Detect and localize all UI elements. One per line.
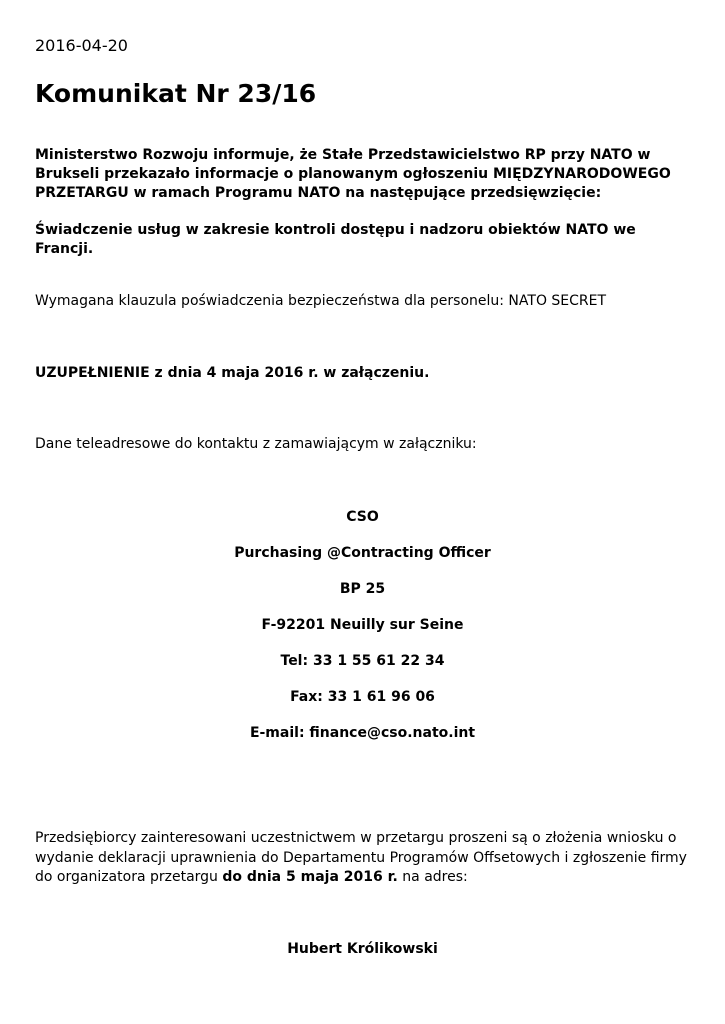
contact-block (0, 508, 725, 760)
contact-box: BP 25 (339, 581, 386, 597)
contact-tel: Tel: 33 1 55 61 22 34 (280, 653, 445, 669)
signature: Hubert Królikowski (287, 941, 438, 957)
closing-deadline: do dnia 5 maja 2016 r. (222, 869, 398, 885)
contact-email: E-mail: finance@cso.nato.int (249, 725, 476, 741)
contact-officer: Purchasing @Contracting Officer (234, 545, 491, 561)
intro-paragraph: Ministerstwo Rozwoju informuje, że Stałe Przedstawicielstwo RP przy NATO w Brukseli przekazało informacje o planowanym ogłoszeniu MIĘDZYNARODOWEGO PRZETARGU w ramach Programu NATO na następujące przedsięwzięcie: (35, 147, 671, 201)
clearance-paragraph: Wymagana klauzula poświadczenia bezpieczeństwa dla personelu: NATO SECRET (35, 293, 607, 309)
contact-org: CSO (346, 509, 379, 525)
closing-suffix: na adres: (397, 869, 468, 885)
closing-paragraph (35, 829, 695, 888)
supplement-link[interactable]: UZUPEŁNIENIE z dnia 4 maja 2016 r. w załączeniu. (35, 365, 430, 381)
contact-intro-paragraph: Dane teleadresowe do kontaktu z zamawiającym w załączniku: (35, 436, 477, 452)
service-paragraph: Świadczenie usług w zakresie kontroli dostępu i nadzoru obiektów NATO we Francji. (35, 222, 636, 257)
contact-fax: Fax: 33 1 61 96 06 (290, 689, 435, 705)
contact-city: F-92201 Neuilly sur Seine (261, 617, 464, 633)
closing-text: Przedsiębiorcy zainteresowani uczestnictwem w przetargu proszeni są o złożenia wniosku o wydanie deklaracji uprawnienia do Departamentu Programów Offsetowych i zgłoszenie firmy do organizatora przetargu (35, 830, 687, 885)
document-date: 2016-04-20 (35, 36, 128, 55)
page-title: Komunikat Nr 23/16 (35, 79, 317, 108)
